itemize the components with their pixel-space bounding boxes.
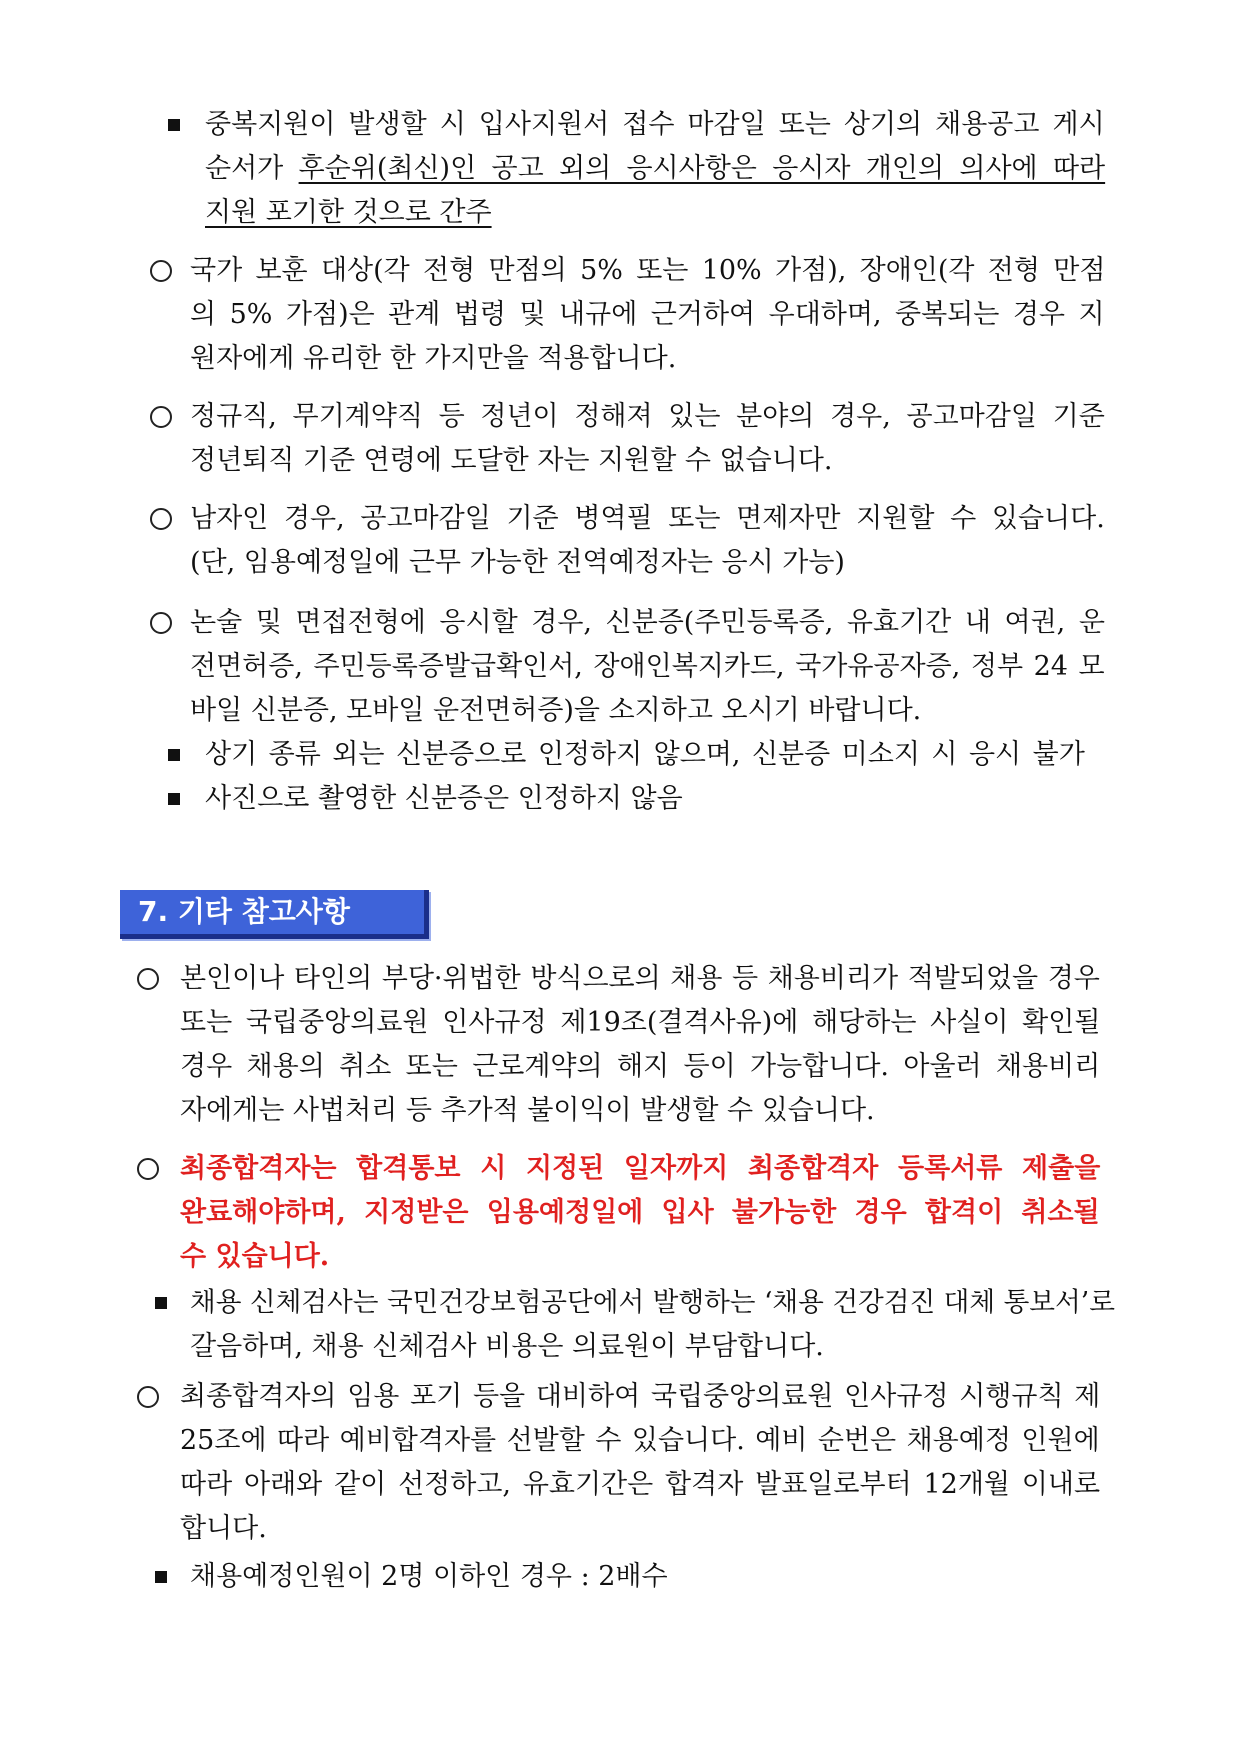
square-bullet-icon	[155, 1571, 167, 1583]
highlighted-text: 수 있습니다.	[180, 1241, 330, 1272]
text-span: 전면허증, 주민등록증발급확인서, 장애인복지카드, 국가유공자증, 정부 24 모	[190, 651, 1105, 682]
line-text	[180, 1001, 1100, 1045]
line-text	[190, 497, 1105, 541]
line-text	[180, 1045, 1100, 1089]
line-text	[180, 1191, 1100, 1235]
line-text	[180, 957, 1100, 1001]
line-text	[180, 1089, 875, 1133]
line-text	[180, 1235, 329, 1279]
line-text	[190, 293, 1105, 337]
highlighted-text: 최종합격자는 합격통보 시 지정된 일자까지 최종합격자 등록서류 제출을	[180, 1153, 1101, 1184]
line-text	[190, 645, 1105, 689]
square-bullet-icon	[168, 119, 180, 131]
text-span: 채용 신체검사는 국민건강보험공단에서 발행하는 ‘채용 건강검진 대체 통보서’로	[190, 1287, 1115, 1318]
text-span: 중복지원이 발생할 시 입사지원서 접수 마감일 또는 상기의 채용공고 게시	[205, 109, 1105, 140]
line-text	[205, 147, 1105, 191]
text-span: 정규직, 무기계약직 등 정년이 정해져 있는 분야의 경우, 공고마감일 기준	[190, 401, 1105, 432]
text-span: 원자에게 유리한 한 가지만을 적용합니다.	[190, 343, 677, 374]
text-span: 의 5% 가점)은 관계 법령 및 내규에 근거하여 우대하며, 중복되는 경우 지	[190, 299, 1105, 330]
line-text	[180, 1375, 1100, 1419]
text-span: 경우 채용의 취소 또는 근로계약의 해지 등이 가능합니다. 아울러 채용비리	[180, 1051, 1101, 1082]
circle-bullet-icon	[137, 1158, 159, 1180]
line-text	[190, 601, 1105, 645]
line-text	[205, 191, 492, 235]
line-text	[205, 733, 1085, 777]
line-text	[190, 337, 676, 381]
text-span: 남자인 경우, 공고마감일 기준 병역필 또는 면제자만 지원할 수 있습니다.	[190, 503, 1105, 534]
circle-bullet-icon	[137, 968, 159, 990]
text-span: 상기 종류 외는 신분증으로 인정하지 않으며, 신분증 미소지 시 응시 불가	[205, 739, 1085, 770]
text-span: (단, 임용예정일에 근무 가능한 전역예정자는 응시 가능)	[190, 547, 845, 578]
text-span: 순서가	[205, 153, 299, 184]
section-heading-bar	[120, 890, 429, 939]
text-span: 국가 보훈 대상(각 전형 만점의 5% 또는 10% 가점), 장애인(각 전형 만점	[190, 255, 1106, 286]
line-text	[205, 777, 683, 821]
text-span: 25조에 따라 예비합격자를 선발할 수 있습니다. 예비 순번은 채용예정 인원에	[180, 1425, 1100, 1456]
text-span: 정년퇴직 기준 연령에 도달한 자는 지원할 수 없습니다.	[190, 445, 833, 476]
text-span: 따라 아래와 같이 선정하고, 유효기간은 합격자 발표일로부터 12개월 이내로	[180, 1469, 1101, 1500]
line-text	[190, 1555, 668, 1599]
text-span: 합니다.	[180, 1513, 267, 1544]
circle-bullet-icon	[150, 260, 172, 282]
square-bullet-icon	[155, 1297, 167, 1309]
line-text	[190, 1281, 1115, 1325]
circle-bullet-icon	[150, 612, 172, 634]
underlined-text: 지원 포기한 것으로 간주	[205, 197, 492, 228]
line-text	[180, 1463, 1100, 1507]
text-span: 논술 및 면접전형에 응시할 경우, 신분증(주민등록증, 유효기간 내 여권, 운	[190, 607, 1105, 638]
line-text	[180, 1419, 1100, 1463]
text-span: 채용예정인원이 2명 이하인 경우 : 2배수	[190, 1561, 668, 1592]
circle-bullet-icon	[150, 406, 172, 428]
text-span: 자에게는 사법처리 등 추가적 불이익이 발생할 수 있습니다.	[180, 1095, 875, 1126]
line-text	[190, 1325, 824, 1369]
line-text	[180, 1507, 267, 1551]
circle-bullet-icon	[150, 508, 172, 530]
line-text	[205, 103, 1105, 147]
line-text	[180, 1147, 1100, 1191]
text-span: 사진으로 촬영한 신분증은 인정하지 않음	[205, 783, 683, 814]
section-title: 7. 기타 참고사항	[138, 895, 350, 928]
line-text	[190, 395, 1105, 439]
line-text	[190, 689, 921, 733]
circle-bullet-icon	[137, 1386, 159, 1408]
text-span: 본인이나 타인의 부당·위법한 방식으로의 채용 등 채용비리가 적발되었을 경우	[180, 963, 1100, 994]
line-text	[190, 541, 845, 585]
line-text	[190, 439, 832, 483]
underlined-text: 후순위(최신)인 공고 외의 응시사항은 응시자 개인의 의사에 따라	[298, 153, 1106, 184]
highlighted-text: 완료해야하며, 지정받은 임용예정일에 입사 불가능한 경우 합격이 취소될	[180, 1197, 1100, 1228]
line-text	[190, 249, 1105, 293]
square-bullet-icon	[168, 749, 180, 761]
text-span: 바일 신분증, 모바일 운전면허증)을 소지하고 오시기 바랍니다.	[190, 695, 922, 726]
text-span: 갈음하며, 채용 신체검사 비용은 의료원이 부담합니다.	[190, 1331, 824, 1362]
square-bullet-icon	[168, 793, 180, 805]
text-span: 최종합격자의 임용 포기 등을 대비하여 국립중앙의료원 인사규정 시행규칙 제	[180, 1381, 1101, 1412]
text-span: 또는 국립중앙의료원 인사규정 제19조(결격사유)에 해당하는 사실이 확인될	[180, 1007, 1101, 1038]
